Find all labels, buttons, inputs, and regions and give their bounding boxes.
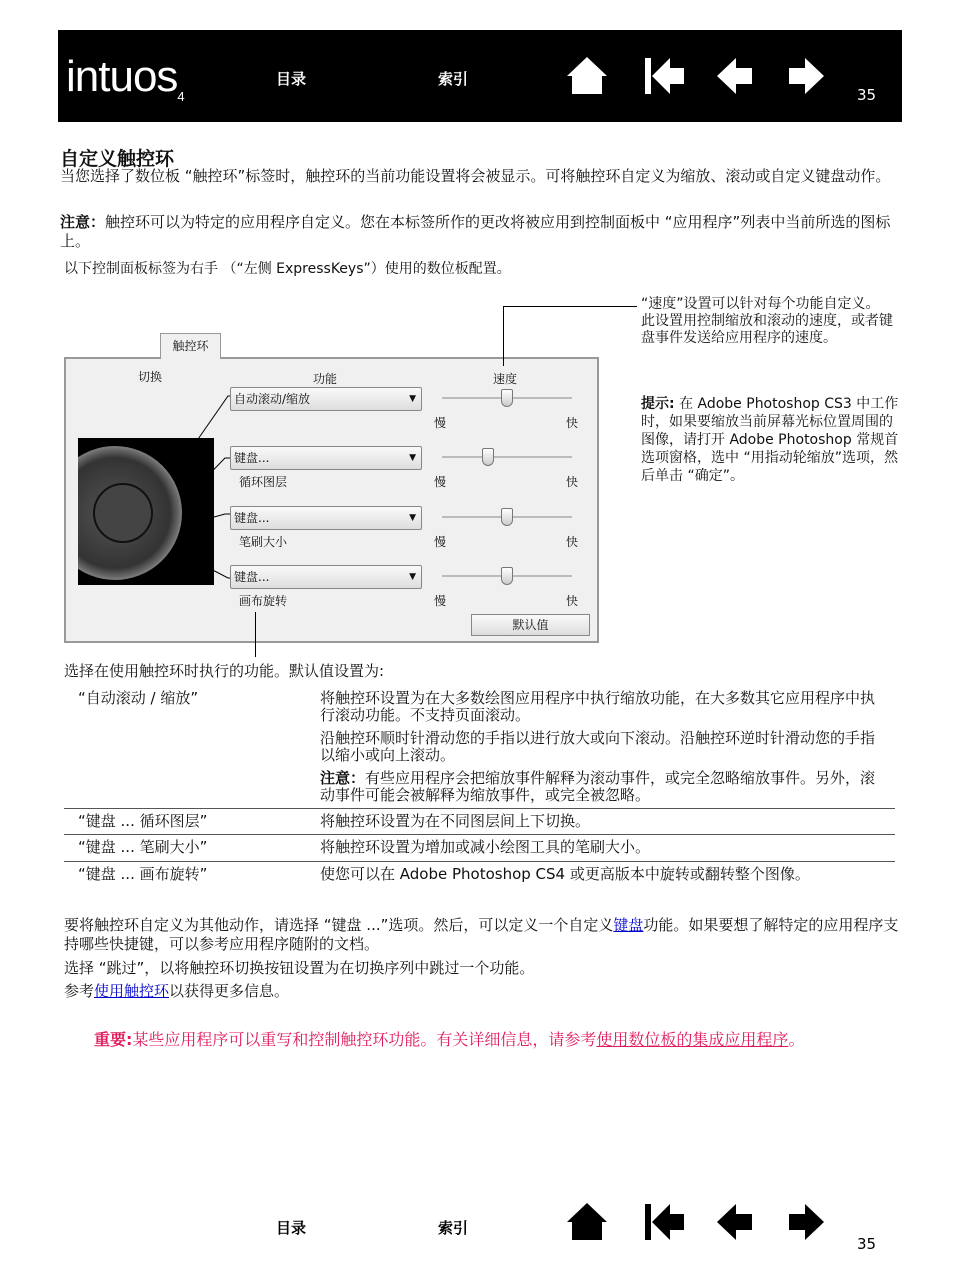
speed-callout-l2: 此设置用控制缩放和滚动的速度，或者键盘事件发送给应用程序的速度。 <box>641 313 893 346</box>
para3-b: 以获得更多信息。 <box>169 982 290 1000</box>
slider-thumb[interactable] <box>482 448 494 466</box>
default-button[interactable]: 默认值 <box>471 614 590 636</box>
para3-a: 参考 <box>64 982 95 1000</box>
speed-slider-1[interactable] <box>442 397 572 399</box>
fast-label: 快 <box>566 416 579 430</box>
footer-prev-page-icon[interactable] <box>714 1200 758 1244</box>
table-row-name: “键盘 ... 画布旋转” <box>78 865 208 883</box>
function-callout-line <box>255 612 256 657</box>
slider-thumb[interactable] <box>501 567 513 585</box>
para-reference <box>64 982 289 1001</box>
important-end: 。 <box>788 1030 805 1049</box>
para1-a: 要将触控环自定义为其他动作，请选择 “键盘 ...”选项。然后，可以定义一个自定义 <box>64 916 614 934</box>
important-text: 某些应用程序可以重写和控制触控环功能。有关详细信息，请参考 <box>132 1030 597 1049</box>
table-divider <box>64 834 895 835</box>
table-row-note <box>320 770 880 804</box>
slow-label: 慢 <box>434 594 447 608</box>
callout-lines <box>170 300 510 660</box>
footer-page-number: 35 <box>857 1235 877 1253</box>
keyboard-link[interactable]: 键盘 <box>613 916 644 934</box>
slider-thumb[interactable] <box>501 508 513 526</box>
prev-page-icon[interactable] <box>714 54 758 98</box>
row-label-4: 画布旋转 <box>239 594 288 608</box>
footer-toc-link[interactable]: 目录 <box>276 1219 307 1237</box>
important-note <box>94 1030 804 1049</box>
select-line: 选择在使用触控环时执行的功能。默认值设置为: <box>64 662 385 680</box>
speed-slider-2[interactable] <box>442 456 572 458</box>
table-divider <box>64 808 895 809</box>
function-select-1[interactable]: 自动滚动/缩放 ▼ <box>230 387 422 411</box>
logo-sub: 4 <box>177 88 184 104</box>
col-toggle: 切换 <box>138 370 163 384</box>
next-page-icon[interactable] <box>783 54 827 98</box>
fast-label: 快 <box>566 535 579 549</box>
row-label-2: 循环图层 <box>239 475 288 489</box>
footer-next-page-icon[interactable] <box>783 1200 827 1244</box>
col-speed: 速度 <box>493 372 518 386</box>
tip-text: 在 Adobe Photoshop CS3 中工作时，如果要缩放当前屏幕光标位置周围的图像，请打开 Adobe Photoshop 常规首选项窗格，选中 “用指动轮缩放”选项，然后单击 “确定”。 <box>641 396 899 484</box>
speed-callout <box>641 296 899 347</box>
note-text <box>60 213 902 251</box>
function-select-4[interactable]: 键盘... ▼ <box>230 565 422 589</box>
speed-slider-3[interactable] <box>442 516 572 518</box>
speed-callout-line <box>503 306 504 366</box>
toc-link[interactable]: 目录 <box>276 70 307 88</box>
function-select-3[interactable]: 键盘... ▼ <box>230 506 422 530</box>
header-bar <box>58 30 902 122</box>
table-row-desc: 沿触控环顺时针滑动您的手指以进行放大或向下滚动。沿触控环逆时针滑动您的手指以缩小或向上滚动。 <box>320 729 876 764</box>
function-select-2[interactable]: 键盘... ▼ <box>230 446 422 470</box>
first-page-icon[interactable] <box>642 54 686 98</box>
note-body: 有些应用程序会把缩放事件解释为滚动事件，或完全忽略缩放事件。另外，滚动事件可能会被解释为缩放事件，或完全被忽略。 <box>320 769 876 804</box>
table-row-name: “自动滚动 / 缩放” <box>78 689 199 707</box>
home-icon[interactable] <box>565 54 609 98</box>
intuos-logo <box>66 52 184 104</box>
table-row-name: “键盘 ... 循环图层” <box>78 812 208 830</box>
table-row-desc: 使您可以在 Adobe Photoshop CS4 或更高版本中旋转或翻转整个图像。 <box>320 865 810 883</box>
section-title: 自定义触控环 <box>60 148 175 170</box>
table-row-name: “键盘 ... 笔刷大小” <box>78 838 208 856</box>
tip <box>641 395 899 485</box>
slow-label: 慢 <box>434 416 447 430</box>
col-function: 功能 <box>313 372 338 386</box>
note-label: 注意： <box>60 213 106 231</box>
tab-touch-ring[interactable]: 触控环 <box>160 333 221 359</box>
note-body: 触控环可以为特定的应用程序自定义。您在本标签所作的更改将被应用到控制面板中 “应用程序”列表中当前所选的图标上。 <box>60 213 891 250</box>
speed-callout-l1: “速度”设置可以针对每个功能自定义。 <box>641 296 880 312</box>
slow-label: 慢 <box>434 535 447 549</box>
table-divider <box>64 861 895 862</box>
index-link[interactable]: 索引 <box>438 70 469 88</box>
para-keyboard <box>64 916 900 954</box>
slider-thumb[interactable] <box>501 389 513 407</box>
page-number: 35 <box>857 86 877 104</box>
speed-callout-line-h <box>503 306 637 307</box>
config-line: 以下控制面板标签为右手 （“左侧 ExpressKeys”）使用的数位板配置。 <box>64 261 511 277</box>
fast-label: 快 <box>566 594 579 608</box>
tip-label: 提示: <box>641 396 675 412</box>
slow-label: 慢 <box>434 475 447 489</box>
row-label-3: 笔刷大小 <box>239 535 288 549</box>
footer-home-icon[interactable] <box>565 1200 609 1244</box>
important-label: 重要: <box>94 1030 133 1049</box>
footer-index-link[interactable]: 索引 <box>438 1219 469 1237</box>
para-skip: 选择 “跳过”，以将触控环切换按钮设置为在切换序列中跳过一个功能。 <box>64 959 535 977</box>
footer-first-page-icon[interactable] <box>642 1200 686 1244</box>
intro-text: 当您选择了数位板 “触控环”标签时，触控环的当前功能设置将会被显示。可将触控环自定义为缩放、滚动或自定义键盘动作。 <box>60 167 891 185</box>
integrated-apps-link[interactable]: 使用数位板的集成应用程序 <box>596 1030 789 1049</box>
logo-text: intuos <box>66 52 178 101</box>
para1-b: 功能。如果要想了解特定的应用程序支持哪些快捷键，可以参考应用程序随附的文档。 <box>64 916 899 953</box>
fast-label: 快 <box>566 475 579 489</box>
speed-slider-4[interactable] <box>442 575 572 577</box>
table-row-desc: 将触控环设置为在不同图层间上下切换。 <box>320 812 591 830</box>
table-row-desc: 将触控环设置为在大多数绘图应用程序中执行缩放功能，在大多数其它应用程序中执行滚动功能。不支持页面滚动。 <box>320 689 876 724</box>
note-label: 注意： <box>320 769 366 787</box>
table-row-desc: 将触控环设置为增加或减小绘图工具的笔刷大小。 <box>320 838 651 856</box>
using-touch-ring-link[interactable]: 使用触控环 <box>94 982 170 1000</box>
